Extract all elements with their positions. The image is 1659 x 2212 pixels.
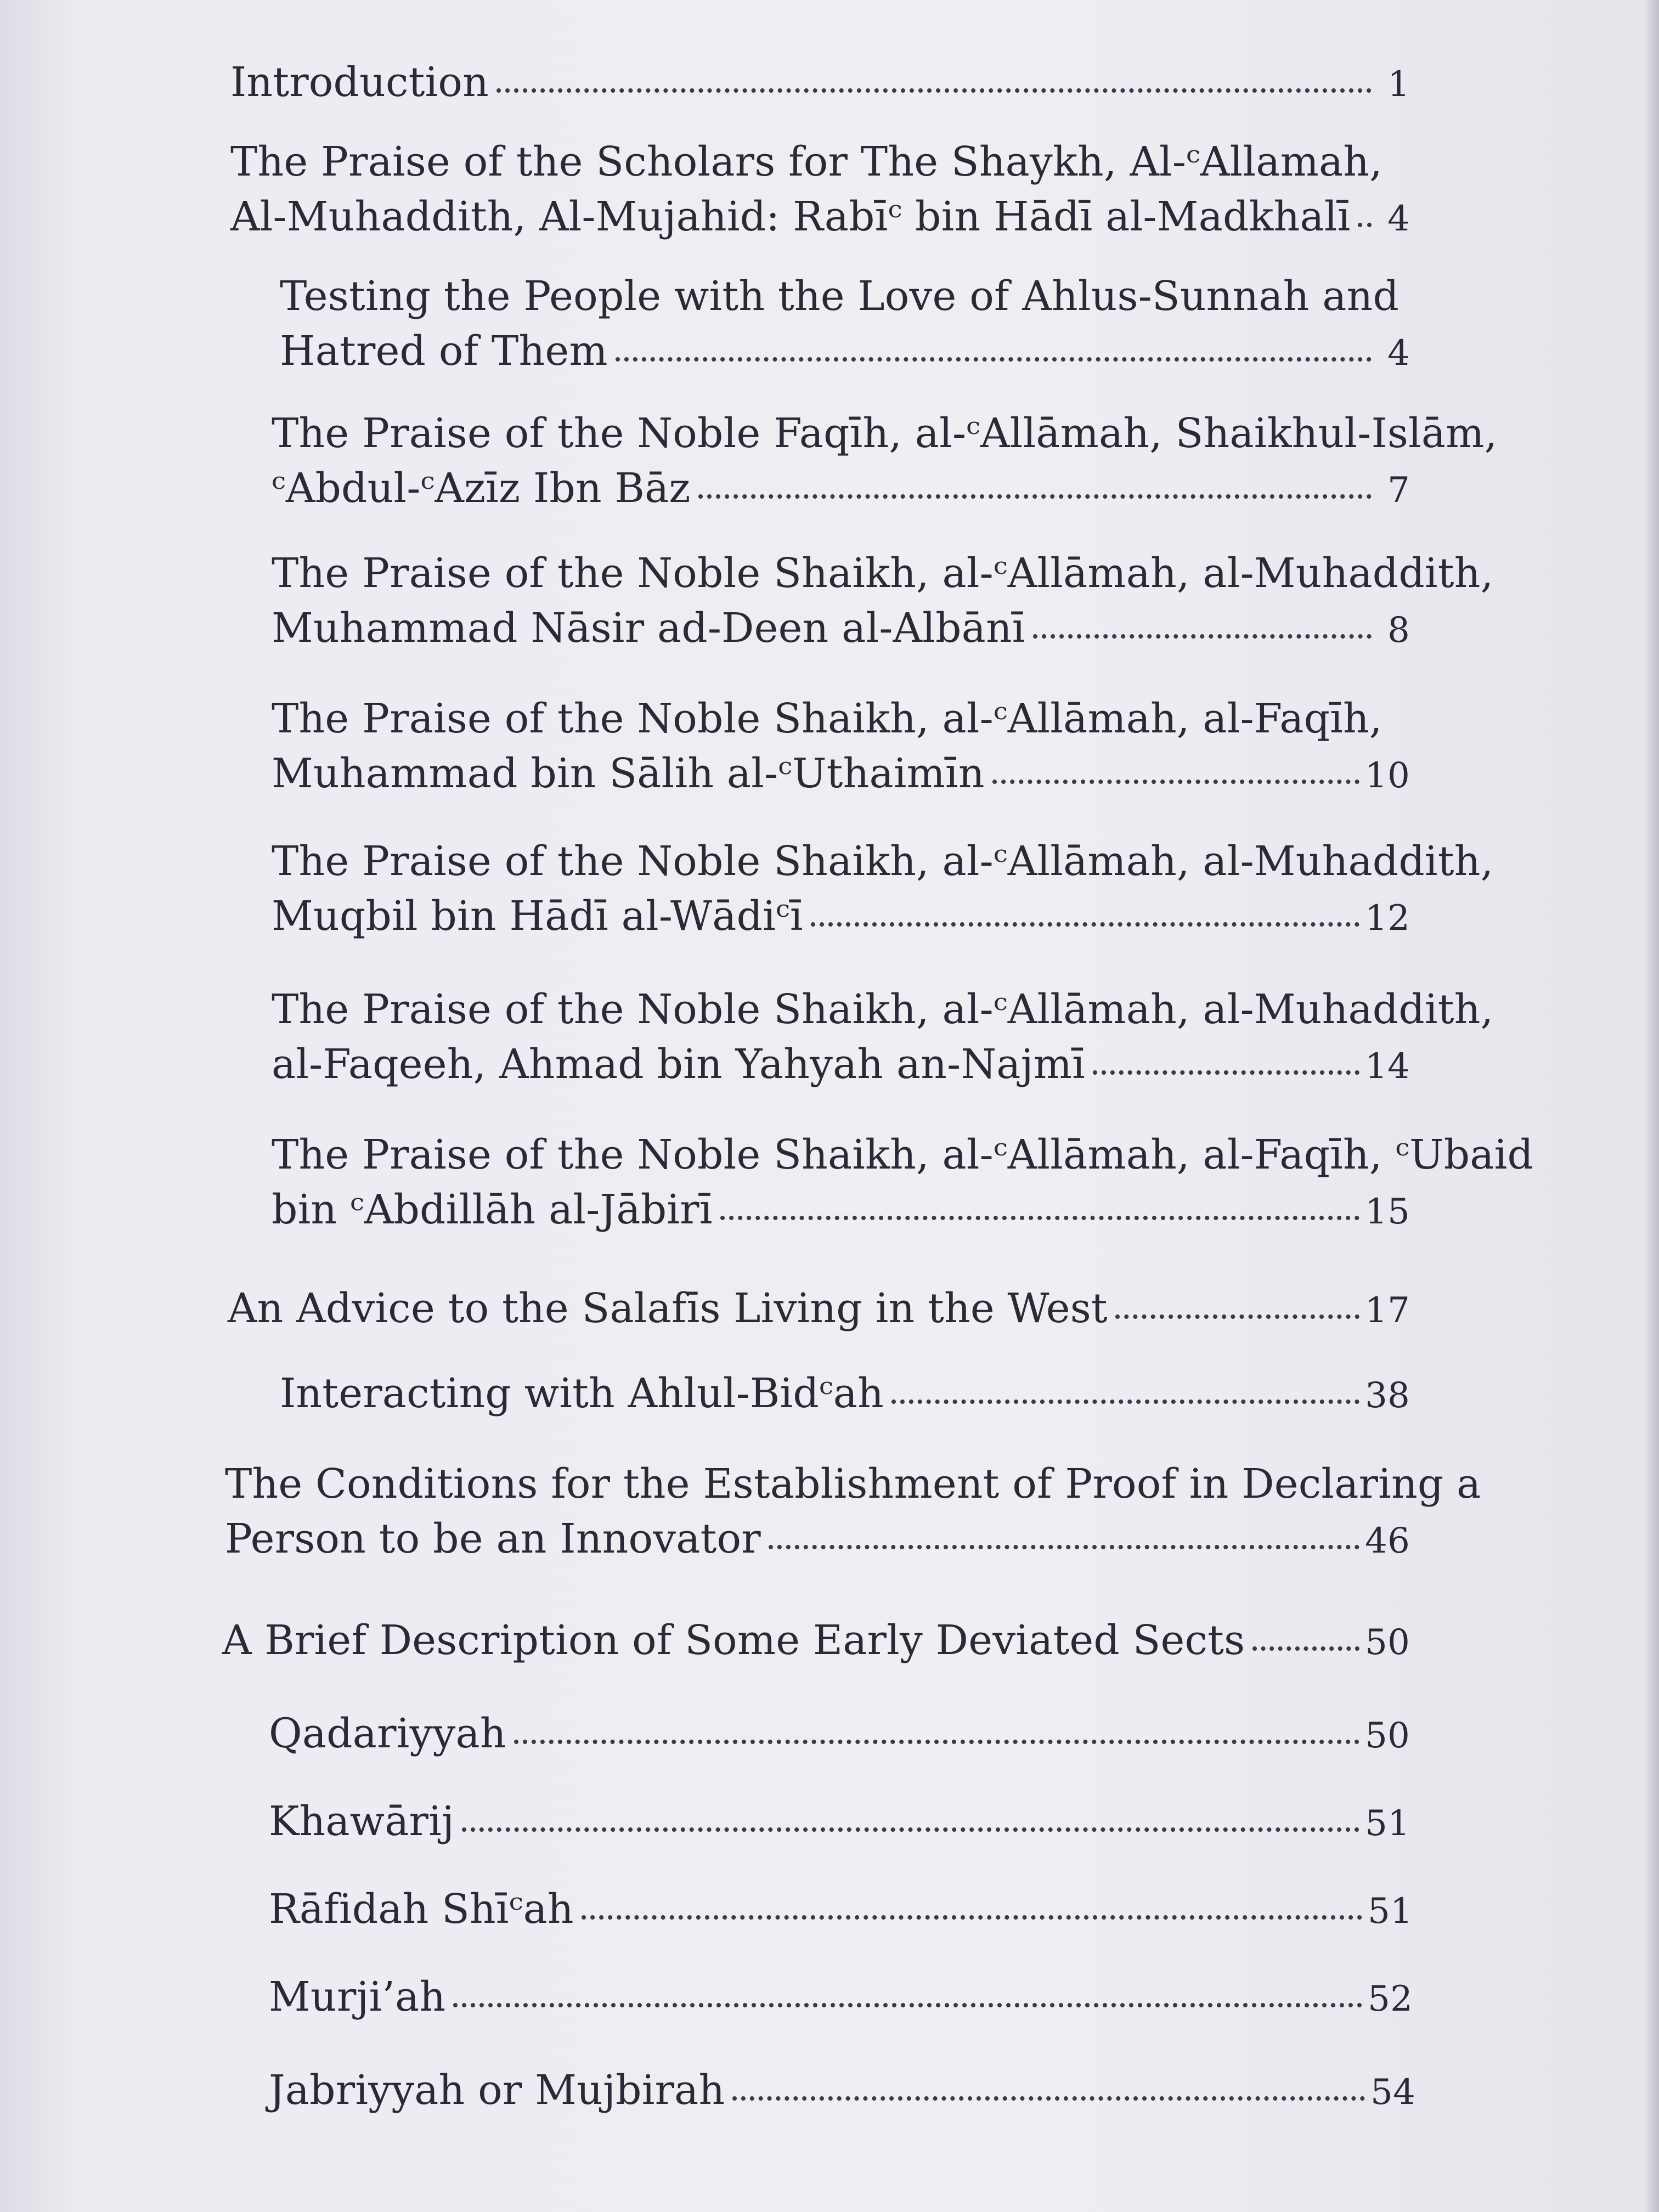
toc-entry-title-line-1: Testing the People with the Love of Ahlus-Sunnah and xyxy=(280,273,1400,320)
dot-leader xyxy=(616,357,1372,362)
page-number: 4 xyxy=(1387,199,1410,239)
toc-entry-title: Murji’ah xyxy=(269,1973,446,2021)
page-number: 51 xyxy=(1365,1803,1410,1844)
dot-leader xyxy=(720,1216,1360,1220)
toc-entry-title-line-1: The Conditions for the Establishment of Proof in Declaring a xyxy=(225,1460,1481,1508)
toc-entry-title-line-1: The Praise of the Scholars for The Shaykh, Al-ᶜAllamah, xyxy=(230,138,1383,185)
dot-leader xyxy=(811,922,1359,927)
dot-leader xyxy=(1093,1070,1359,1075)
toc-entry-murjiah xyxy=(269,1970,1413,2027)
page-number: 51 xyxy=(1368,1891,1413,1932)
dot-leader xyxy=(732,2096,1365,2101)
toc-entry-title-line-1: The Praise of the Noble Shaikh, al-ᶜAllāmah, al-Muhaddith, xyxy=(272,838,1494,885)
toc-entry-title-line-2: Hatred of Them xyxy=(280,328,608,375)
toc-entry-praise-uthaimin xyxy=(272,691,1410,803)
toc-entry-jabriyyah xyxy=(269,2063,1415,2120)
toc-entry-title: Rāfidah Shīᶜah xyxy=(269,1886,574,1933)
toc-entry-title-line-1: The Praise of the Noble Shaikh, al-ᶜAllāmah, al-Faqīh, ᶜUbaid xyxy=(272,1131,1534,1178)
page-number: 14 xyxy=(1365,1046,1410,1087)
page-number: 38 xyxy=(1365,1375,1410,1416)
toc-entry-brief-description-of-sects xyxy=(222,1613,1410,1670)
toc-entry-rafidah-shiah xyxy=(269,1882,1413,1939)
page-number: 52 xyxy=(1368,1979,1413,2019)
toc-entry-conditions-of-proof xyxy=(225,1457,1481,1568)
dot-leader xyxy=(769,1545,1359,1549)
dot-leader xyxy=(496,88,1372,93)
page-number: 15 xyxy=(1365,1192,1410,1232)
page-number: 54 xyxy=(1370,2072,1415,2113)
dot-leader xyxy=(1115,1314,1359,1319)
toc-entry-title-line-2: ᶜAbdul-ᶜAzīz Ibn Bāz xyxy=(272,465,691,512)
dot-leader xyxy=(1252,1646,1359,1651)
page-number: 7 xyxy=(1387,470,1410,511)
toc-entry-title: A Brief Description of Some Early Deviated Sects xyxy=(222,1617,1245,1664)
toc-entry-title-line-1: The Praise of the Noble Faqīh, al-ᶜAllāmah, Shaikhul-Islām, xyxy=(272,410,1498,457)
toc-entry-title-line-2: al-Faqeeh, Ahmad bin Yahyah an-Najmī xyxy=(272,1041,1086,1088)
page-number: 4 xyxy=(1387,333,1410,374)
toc-entry-praise-of-scholars xyxy=(230,134,1410,246)
page-number: 50 xyxy=(1365,1622,1410,1663)
toc-entry-title: An Advice to the Salafīs Living in the West xyxy=(228,1285,1108,1332)
dot-leader xyxy=(1033,634,1372,639)
toc-entry-title: Khawārij xyxy=(269,1798,455,1845)
page-number: 50 xyxy=(1365,1716,1410,1756)
toc-entry-title-line-2: Al-Muhaddith, Al-Mujahid: Rabīᶜ bin Hādī al-Madkhalī xyxy=(230,193,1351,240)
toc-entry-title-line-1: The Praise of the Noble Shaikh, al-ᶜAllāmah, al-Faqīh, xyxy=(272,695,1383,742)
toc-entry-title: Introduction xyxy=(230,59,489,106)
toc-entry-title-line-1: The Praise of the Noble Shaikh, al-ᶜAllāmah, al-Muhaddith, xyxy=(272,550,1494,597)
toc-entry-praise-ibn-baz xyxy=(272,406,1498,518)
toc-entry-title-line-2: bin ᶜAbdillāh al-Jābirī xyxy=(272,1186,713,1233)
toc-entry-title: Jabriyyah or Mujbirah xyxy=(269,2067,725,2114)
dot-leader xyxy=(1358,223,1372,227)
toc-entry-praise-albani xyxy=(272,546,1494,658)
dot-leader xyxy=(698,494,1372,499)
toc-entry-interacting-with-ahlul-bidah xyxy=(280,1366,1410,1423)
toc-entry-title: Qadariyyah xyxy=(269,1710,506,1757)
page-number: 17 xyxy=(1365,1290,1410,1331)
toc-entry-introduction xyxy=(230,55,1410,112)
dot-leader xyxy=(514,1740,1359,1744)
page-number: 8 xyxy=(1387,610,1410,651)
toc-entry-testing-the-people xyxy=(280,269,1410,381)
toc-entry-title: Interacting with Ahlul-Bidᶜah xyxy=(280,1370,884,1417)
dot-leader xyxy=(992,780,1359,784)
toc-entry-praise-jabiri xyxy=(272,1127,1534,1239)
toc-entry-qadariyyah xyxy=(269,1706,1410,1763)
toc-entry-title-line-2: Muhammad bin Sālih al-ᶜUthaimīn xyxy=(272,750,985,797)
dot-leader xyxy=(891,1400,1359,1404)
toc-entry-title-line-2: Person to be an Innovator xyxy=(225,1515,761,1562)
page-number: 1 xyxy=(1387,64,1410,105)
toc-entry-title-line-2: Muqbil bin Hādī al-Wādiᶜī xyxy=(272,893,803,940)
page-number: 46 xyxy=(1365,1521,1410,1561)
toc-entry-title-line-1: The Praise of the Noble Shaikh, al-ᶜAllāmah, al-Muhaddith, xyxy=(272,986,1494,1033)
dot-leader xyxy=(582,1915,1362,1920)
toc-entry-praise-najmi xyxy=(272,982,1494,1094)
toc-entry-khawarij xyxy=(269,1794,1410,1851)
toc-entry-title-line-2: Muhammad Nāsir ad-Deen al-Albānī xyxy=(272,605,1025,652)
page-number: 12 xyxy=(1365,898,1410,939)
toc-entry-praise-wadii xyxy=(272,834,1494,946)
dot-leader xyxy=(462,1827,1359,1832)
page-number: 10 xyxy=(1365,755,1410,796)
toc-entry-advice-to-salafis xyxy=(228,1281,1410,1338)
dot-leader xyxy=(453,2003,1362,2007)
